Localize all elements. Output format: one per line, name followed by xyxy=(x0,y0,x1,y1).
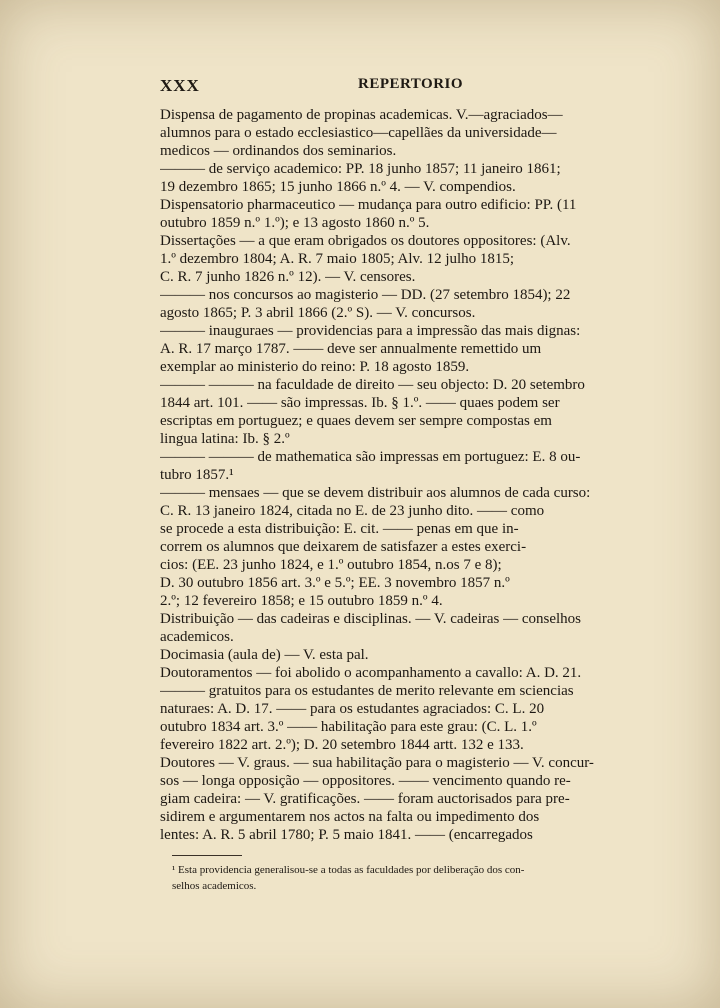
text-line: D. 30 outubro 1856 art. 3.º e 5.º; EE. 3 novembro 1857 n.º xyxy=(160,575,510,591)
text-line: giam cadeira: — V. gratificações. —— foram auctorisados para pre- xyxy=(160,791,570,807)
text-line: correm os alumnos que deixarem de satisfazer a estes exerci- xyxy=(160,539,527,555)
text-line: Doutoramentos — foi abolido o acompanhamento a cavallo: A. D. 21. xyxy=(160,665,582,681)
text-line: C. R. 7 junho 1826 n.º 12). — V. censores. xyxy=(160,269,416,285)
text-line: sos — longa opposição — oppositores. —— vencimento quando re- xyxy=(160,773,571,789)
text-line: 1844 art. 101. —— são impressas. Ib. § 1.º. —— quaes podem ser xyxy=(160,395,560,411)
text-line: lingua latina: Ib. § 2.º xyxy=(160,431,290,447)
text-line: C. R. 13 janeiro 1824, citada no E. de 23 junho dito. —— como xyxy=(160,503,545,519)
text-line: academicos. xyxy=(160,629,234,645)
text-line: ——— ——— na faculdade de direito — seu objecto: D. 20 setembro xyxy=(160,377,585,393)
text-line: ——— gratuitos para os estudantes de merito relevante em sciencias xyxy=(160,683,574,699)
text-line: exemplar ao ministerio do reino: P. 18 agosto 1859. xyxy=(160,359,470,375)
text-line: outubro 1834 art. 3.º —— habilitação para este grau: (C. L. 1.º xyxy=(160,719,537,735)
text-line: medicos — ordinandos dos seminarios. xyxy=(160,143,397,159)
text-line: Dispensatorio pharmaceutico — mudança para outro edificio: PP. (11 xyxy=(160,197,577,213)
text-line: A. R. 17 março 1787. —— deve ser annualmente remettido um xyxy=(160,341,542,357)
text-line: ——— nos concursos ao magisterio — DD. (27 setembro 1854); 22 xyxy=(160,287,571,303)
text-line: Doutores — V. graus. — sua habilitação para o magisterio — V. concur- xyxy=(160,755,594,771)
text-line: outubro 1859 n.º 1.º); e 13 agosto 1860 n.º 5. xyxy=(160,215,430,231)
text-line: 19 dezembro 1865; 15 junho 1866 n.º 4. — V. compendios. xyxy=(160,179,516,195)
text-line: tubro 1857.¹ xyxy=(160,467,234,483)
text-line: ——— de serviço academico: PP. 18 junho 1857; 11 janeiro 1861; xyxy=(160,161,561,177)
running-head xyxy=(158,76,656,98)
footnote-line: selhos academicos. xyxy=(172,880,257,892)
text-line: 1.º dezembro 1804; A. R. 7 maio 1805; Alv. 12 julho 1815; xyxy=(160,251,515,267)
text-line: ——— ——— de mathematica são impressas em portuguez: E. 8 ou- xyxy=(160,449,581,465)
footnote-divider xyxy=(172,855,242,856)
text-line: cios: (EE. 23 junho 1824, e 1.º outubro 1854, n.os 7 e 8); xyxy=(160,557,502,573)
text-line: agosto 1865; P. 3 abril 1866 (2.º S). — V. concursos. xyxy=(160,305,476,321)
footnote xyxy=(172,862,652,894)
text-line: fevereiro 1822 art. 2.º); D. 20 setembro 1844 artt. 132 e 133. xyxy=(160,737,524,753)
text-line: Docimasia (aula de) — V. esta pal. xyxy=(160,647,369,663)
footnote-line: ¹ Esta providencia generalisou-se a todas as faculdades por deliberação dos con- xyxy=(172,864,525,876)
page-number: XXX xyxy=(160,76,200,95)
text-line: sidirem e argumentarem nos actos na falta ou impedimento dos xyxy=(160,809,540,825)
text-line: alumnos para o estado ecclesiastico—capellães da universidade— xyxy=(160,125,557,141)
text-line: naturaes: A. D. 17. —— para os estudantes agraciados: C. L. 20 xyxy=(160,701,545,717)
text-line: se procede a esta distribuição: E. cit. —— penas em que in- xyxy=(160,521,519,537)
body-text xyxy=(160,106,652,844)
text-line: Distribuição — das cadeiras e disciplinas. — V. cadeiras — conselhos xyxy=(160,611,582,627)
text-line: Dispensa de pagamento de propinas academicas. V.—agraciados— xyxy=(160,107,563,123)
text-line: ——— mensaes — que se devem distribuir aos alumnos de cada curso: xyxy=(160,485,591,501)
text-line: lentes: A. R. 5 abril 1780; P. 5 maio 1841. —— (encarregados xyxy=(160,827,533,843)
text-line: ——— inauguraes — providencias para a impressão das mais dignas: xyxy=(160,323,581,339)
text-line: 2.º; 12 fevereiro 1858; e 15 outubro 1859 n.º 4. xyxy=(160,593,443,609)
text-line: escriptas em portuguez; e quaes devem ser sempre compostas em xyxy=(160,413,552,429)
running-title: REPERTORIO xyxy=(358,76,464,92)
text-line: Dissertações — a que eram obrigados os doutores oppositores: (Alv. xyxy=(160,233,571,249)
